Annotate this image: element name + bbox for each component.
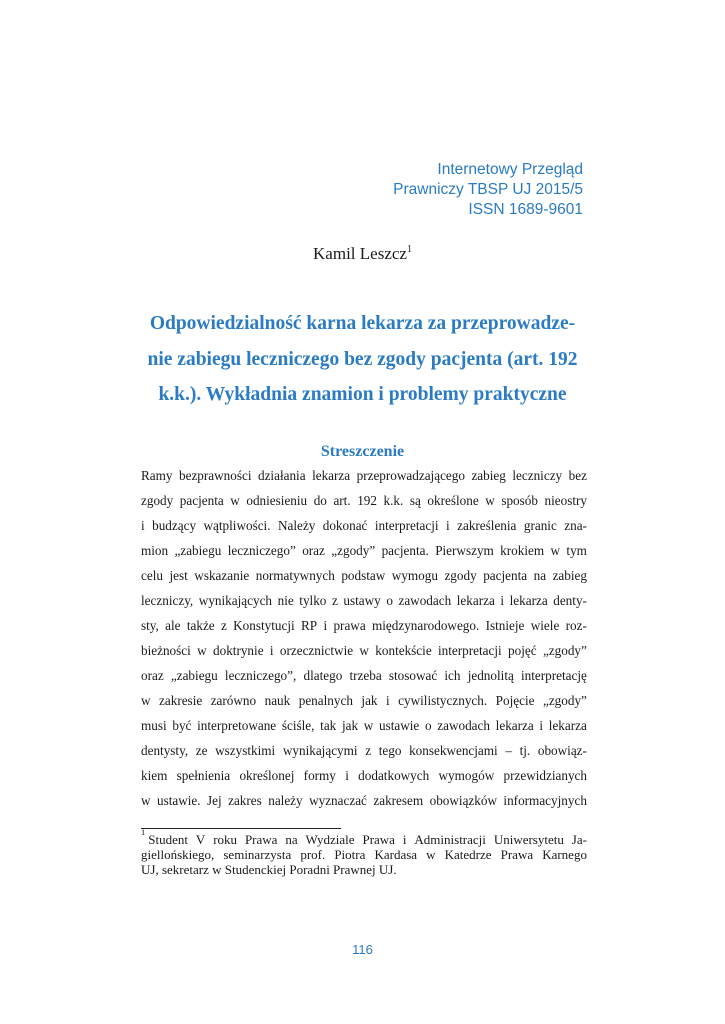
abstract-word: granic bbox=[523, 518, 557, 533]
abstract-word: interpretowane bbox=[197, 718, 277, 733]
abstract-word: obowiąz- bbox=[537, 743, 587, 758]
abstract-word: lekarza bbox=[312, 468, 351, 483]
abstract-word: przeprowadzającego bbox=[356, 468, 465, 483]
abstract-word: „zgody” bbox=[331, 543, 376, 558]
abstract-word: oraz bbox=[141, 668, 164, 683]
abstract-word: ściśle, bbox=[281, 718, 315, 733]
footnote-line-1 bbox=[141, 827, 587, 847]
abstract-word: zabieg bbox=[471, 468, 506, 483]
abstract-word: 192 bbox=[357, 493, 377, 508]
abstract-word: zawodach bbox=[437, 718, 490, 733]
footnote-word: Prawa bbox=[500, 847, 534, 862]
footnote-word: na bbox=[285, 832, 298, 847]
abstract-word: wiele bbox=[530, 618, 560, 633]
abstract-word: i bbox=[345, 768, 349, 783]
abstract-word: bezprawności bbox=[179, 468, 252, 483]
abstract-word: stosować bbox=[388, 668, 438, 683]
abstract-word: konsekwencjami bbox=[409, 743, 498, 758]
abstract-word: zna- bbox=[564, 518, 587, 533]
footnote-word: prof. bbox=[300, 847, 326, 862]
abstract-word: w bbox=[141, 693, 151, 708]
abstract-word: roz- bbox=[565, 618, 587, 633]
abstract-word: określonej bbox=[239, 768, 295, 783]
abstract-word: obowiązków bbox=[429, 793, 497, 808]
abstract-word: interpretację bbox=[521, 668, 587, 683]
abstract-word: ustawie. bbox=[156, 793, 201, 808]
abstract-word: wynikających bbox=[198, 593, 273, 608]
abstract-word: są bbox=[409, 493, 421, 508]
footnote-word: Piotra bbox=[334, 847, 366, 862]
abstract-word: „zabiegu bbox=[170, 668, 218, 683]
abstract-word: jednolitą bbox=[467, 668, 514, 683]
abstract-word: wskazanie bbox=[194, 568, 250, 583]
author-footnote-marker[interactable]: 1 bbox=[406, 244, 412, 255]
abstract-line bbox=[141, 613, 587, 638]
footnote-word: roku bbox=[213, 832, 238, 847]
footnote-text-1 bbox=[148, 832, 587, 847]
abstract-word: cywilistycznych. bbox=[398, 693, 488, 708]
abstract-line bbox=[141, 638, 587, 663]
abstract-word: lekarza bbox=[509, 593, 548, 608]
footnote-word: Kardasa bbox=[374, 847, 418, 862]
abstract-word: tym bbox=[566, 543, 587, 558]
journal-header bbox=[393, 160, 583, 220]
abstract-word: Należy bbox=[277, 518, 316, 533]
abstract-word: ustawy bbox=[343, 593, 381, 608]
abstract-line bbox=[141, 688, 587, 713]
abstract-word: normatywnych bbox=[255, 568, 335, 583]
footnote-word: seminarzysta bbox=[223, 847, 292, 862]
abstract-word: zgody bbox=[141, 493, 174, 508]
abstract-word: i bbox=[269, 643, 274, 658]
abstract-word: międzynarodowego. bbox=[371, 618, 480, 633]
abstract-word: Istnieje bbox=[485, 618, 525, 633]
abstract-word: o bbox=[424, 718, 432, 733]
abstract-word: art. bbox=[333, 493, 351, 508]
abstract-word: Konstytucji bbox=[233, 618, 295, 633]
abstract-word: leczniczy bbox=[512, 468, 563, 483]
footnote-word: V bbox=[195, 832, 206, 847]
abstract-line bbox=[141, 788, 587, 813]
abstract-word: także bbox=[186, 618, 215, 633]
abstract-word: leczniczego”, bbox=[224, 668, 297, 683]
abstract-word: wyznaczać bbox=[309, 793, 367, 808]
abstract-word: w bbox=[550, 543, 561, 558]
abstract-word: określone bbox=[427, 493, 479, 508]
abstract-line bbox=[141, 763, 587, 788]
abstract-word: wątpliwości. bbox=[203, 518, 271, 533]
paper-title: Odpowiedzialność karna lekarza za przeprowadze- nie zabiegu leczniczego bez zgody pacjenta (art. 192 k.k.). Wykładnia znamion i problemy praktyczne bbox=[147, 313, 578, 405]
footnote-word: w bbox=[426, 847, 436, 862]
abstract-word: pacjenta bbox=[179, 493, 224, 508]
abstract-word: w bbox=[197, 643, 207, 658]
abstract-line bbox=[141, 713, 587, 738]
footnote-text-3: UJ, sekretarz w Studenckiej Poradni Prawnej UJ. bbox=[141, 862, 397, 877]
abstract-line bbox=[141, 488, 587, 513]
abstract-word: dentysty, bbox=[141, 743, 189, 758]
abstract-line bbox=[141, 463, 587, 488]
abstract-word: „zgody” bbox=[542, 643, 587, 658]
footnote-word: Administracji bbox=[414, 832, 486, 847]
abstract-word: oraz bbox=[302, 543, 325, 558]
abstract-word: jest bbox=[169, 568, 188, 583]
abstract-word: i bbox=[500, 593, 505, 608]
abstract-word: nie bbox=[277, 593, 294, 608]
abstract-line bbox=[141, 588, 587, 613]
abstract-word: orzecznictwie bbox=[279, 643, 354, 658]
abstract-word: jak bbox=[341, 718, 359, 733]
abstract-word: formy bbox=[303, 768, 336, 783]
footnote-word: Wydziale bbox=[305, 832, 355, 847]
abstract-word: pacjenta bbox=[483, 568, 528, 583]
footnote-word: Prawa bbox=[244, 832, 278, 847]
abstract-heading: Streszczenie bbox=[320, 443, 405, 460]
abstract-word: ale bbox=[165, 618, 181, 633]
abstract-word: doktrynie bbox=[213, 643, 264, 658]
abstract-word: Pierwszym bbox=[435, 543, 494, 558]
abstract-word: z bbox=[365, 743, 372, 758]
abstract-word: pojęć bbox=[508, 643, 537, 658]
abstract-word: interpretacji bbox=[374, 518, 439, 533]
abstract-word: i bbox=[386, 693, 390, 708]
abstract-word: mion bbox=[141, 543, 169, 558]
abstract-word: podstaw bbox=[341, 568, 386, 583]
abstract-word: z bbox=[220, 618, 227, 633]
abstract-word: tak bbox=[320, 718, 337, 733]
footnote-word: giellońskiego, bbox=[141, 847, 215, 862]
abstract-word: o bbox=[386, 593, 393, 608]
abstract-word: zarówno bbox=[210, 693, 257, 708]
abstract-word: z bbox=[331, 593, 338, 608]
abstract-word: „zgody” bbox=[542, 693, 587, 708]
abstract-word: Pojęcie bbox=[495, 693, 535, 708]
abstract-word: RP bbox=[301, 618, 318, 633]
abstract-word: wynikającymi bbox=[282, 743, 358, 758]
abstract-word: do bbox=[313, 493, 327, 508]
abstract-line bbox=[141, 563, 587, 588]
abstract-word: przewidzianych bbox=[503, 768, 587, 783]
abstract-word: denty- bbox=[553, 593, 587, 608]
abstract-line bbox=[141, 538, 587, 563]
abstract-word: lekarza bbox=[495, 718, 534, 733]
footnote-word: i bbox=[402, 832, 407, 847]
abstract-word: ze bbox=[195, 743, 208, 758]
abstract-word: tylko bbox=[299, 593, 327, 608]
abstract-word: wszystkimi bbox=[215, 743, 276, 758]
footnote-marker: 1 bbox=[141, 827, 146, 837]
abstract-word: budzący bbox=[152, 518, 197, 533]
footnote-word: Katedrze bbox=[444, 847, 492, 862]
abstract-word: zakres bbox=[228, 793, 262, 808]
abstract-word: na bbox=[533, 568, 547, 583]
abstract-word: ich bbox=[444, 668, 461, 683]
abstract-word: pacjenta. bbox=[381, 543, 429, 558]
author-line bbox=[0, 244, 725, 264]
author-name: Kamil Leszcz bbox=[313, 244, 407, 263]
abstract-word: nieostry bbox=[544, 493, 587, 508]
abstract-word: jak bbox=[361, 693, 378, 708]
abstract-word: interpretacji bbox=[438, 643, 502, 658]
abstract-word: działania bbox=[257, 468, 306, 483]
abstract-word: zabieg bbox=[552, 568, 587, 583]
abstract-word: kiem bbox=[141, 768, 168, 783]
abstract-word: trzeba bbox=[349, 668, 382, 683]
footnote-word: Karnego bbox=[542, 847, 587, 862]
abstract-word: Jej bbox=[207, 793, 222, 808]
abstract-word: zakreślenia bbox=[457, 518, 517, 533]
abstract-word: zakresie bbox=[159, 693, 203, 708]
footnote-word: Ja- bbox=[571, 832, 587, 847]
abstract-word: musi bbox=[141, 718, 167, 733]
abstract-word: w bbox=[141, 793, 151, 808]
abstract-line bbox=[141, 738, 587, 763]
abstract-word: w bbox=[485, 493, 495, 508]
abstract-word: spełnienia bbox=[176, 768, 231, 783]
abstract-word: dokonać bbox=[322, 518, 368, 533]
abstract-word: i bbox=[539, 718, 544, 733]
abstract-word: krokiem bbox=[500, 543, 545, 558]
abstract-word: należy bbox=[268, 793, 303, 808]
abstract-line bbox=[141, 513, 587, 538]
abstract-word: dlatego bbox=[303, 668, 343, 683]
abstract-word: – bbox=[505, 743, 512, 758]
abstract-body bbox=[141, 463, 587, 813]
abstract-word: być bbox=[172, 718, 192, 733]
abstract-word: i bbox=[323, 618, 328, 633]
abstract-word: leczniczy, bbox=[141, 593, 194, 608]
abstract-word: informacyjnych bbox=[503, 793, 587, 808]
abstract-word: zawodach bbox=[398, 593, 452, 608]
abstract-word: zakresem bbox=[373, 793, 424, 808]
abstract-word: bez bbox=[568, 468, 587, 483]
abstract-word: nauk bbox=[264, 693, 291, 708]
abstract-word: i bbox=[141, 518, 145, 533]
abstract-word: zgody bbox=[444, 568, 477, 583]
abstract-word: odniesieniu bbox=[246, 493, 308, 508]
journal-issn-line: ISSN 1689-9601 bbox=[468, 201, 583, 218]
abstract-word: tj. bbox=[519, 743, 531, 758]
abstract-word: bieżności bbox=[141, 643, 191, 658]
footnote-word: Student bbox=[148, 832, 188, 847]
abstract-word: w bbox=[359, 643, 369, 658]
abstract-word: wymogu bbox=[391, 568, 438, 583]
abstract-word: tego bbox=[378, 743, 402, 758]
footnote-divider bbox=[141, 828, 341, 829]
abstract-word: k.k. bbox=[383, 493, 404, 508]
footnote-word: Prawa bbox=[362, 832, 395, 847]
footnote-text-2 bbox=[141, 847, 587, 862]
journal-name-line: Internetowy Przegląd bbox=[437, 161, 583, 178]
abstract-word: sposób bbox=[501, 493, 538, 508]
journal-issue-line: Prawniczy TBSP UJ 2015/5 bbox=[393, 181, 583, 198]
footnote-word: Uniwersytetu bbox=[493, 832, 564, 847]
abstract-word: lekarza bbox=[548, 718, 587, 733]
abstract-word: kontekście bbox=[375, 643, 432, 658]
abstract-word: prawa bbox=[333, 618, 366, 633]
abstract-word: w bbox=[363, 718, 374, 733]
abstract-word: lekarza bbox=[456, 593, 495, 608]
abstract-word: „zabiegu bbox=[174, 543, 222, 558]
page-number: 116 bbox=[352, 942, 373, 957]
footnote bbox=[141, 827, 587, 877]
abstract-word: penalnych bbox=[298, 693, 353, 708]
abstract-word: i bbox=[446, 518, 450, 533]
abstract-word: dodatkowych bbox=[358, 768, 430, 783]
abstract-word: celu bbox=[141, 568, 163, 583]
abstract-line bbox=[141, 663, 587, 688]
abstract-word: sty, bbox=[141, 618, 159, 633]
abstract-word: ustawie bbox=[379, 718, 420, 733]
abstract-word: Ramy bbox=[141, 468, 173, 483]
abstract-word: w bbox=[230, 493, 240, 508]
abstract-word: leczniczego” bbox=[227, 543, 296, 558]
abstract-word: wymogów bbox=[438, 768, 495, 783]
